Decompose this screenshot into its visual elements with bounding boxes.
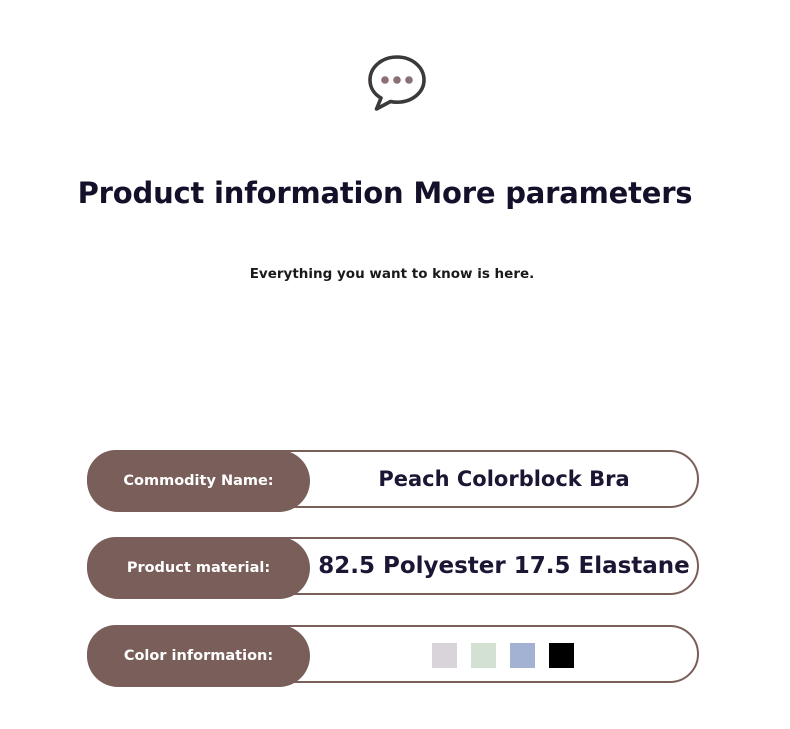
product-material-row: [87, 537, 699, 595]
product-material-label: Product material:: [87, 537, 310, 599]
color-swatch: [471, 643, 496, 668]
dot-2: [393, 76, 401, 84]
color-information-row: [87, 625, 699, 683]
page-subtitle: Everything you want to know is here.: [249, 266, 535, 282]
color-information-label: Color information:: [87, 625, 310, 687]
page-title: Product information More parameters: [77, 176, 693, 210]
commodity-name-row: [87, 450, 699, 508]
product-material-value: 82.5 Polyester 17.5 Elastane: [318, 553, 690, 579]
speech-bubble-icon: [366, 54, 428, 112]
commodity-name-label: Commodity Name:: [87, 450, 310, 512]
color-swatches: [432, 643, 574, 668]
color-swatch: [510, 643, 535, 668]
color-swatch: [432, 643, 457, 668]
dot-1: [381, 76, 389, 84]
color-swatch: [549, 643, 574, 668]
commodity-name-value: Peach Colorblock Bra: [378, 467, 630, 491]
dot-3: [405, 76, 413, 84]
